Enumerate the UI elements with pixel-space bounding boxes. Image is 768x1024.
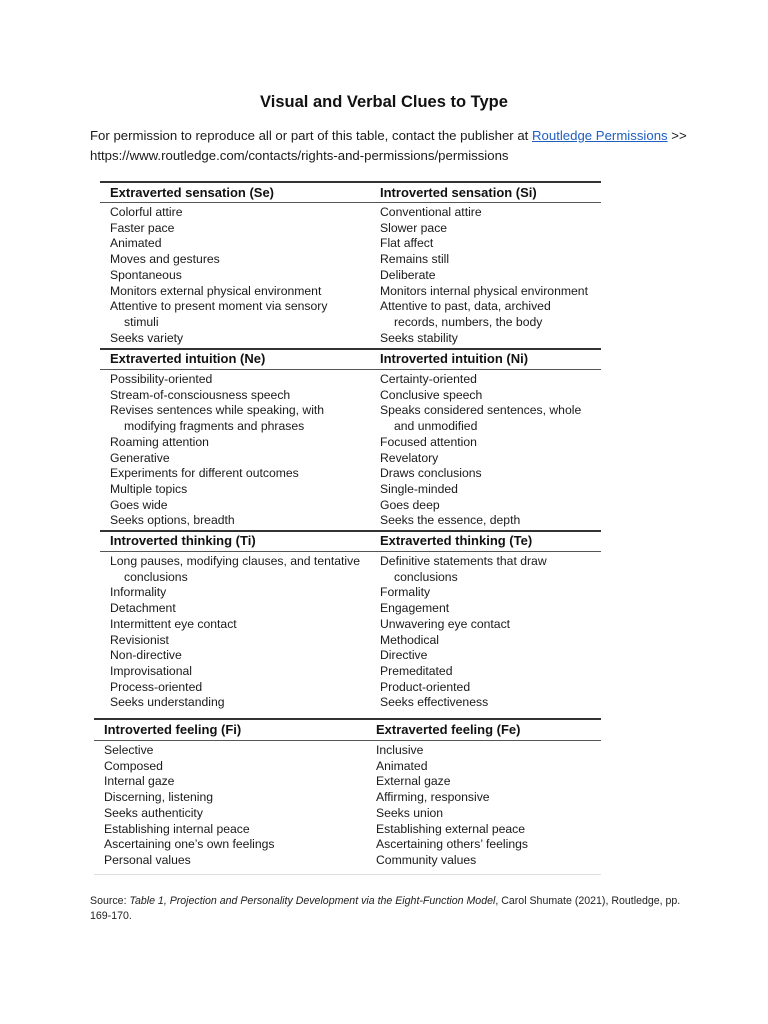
list-item: Revelatory bbox=[380, 450, 439, 465]
list-item: Generative bbox=[110, 450, 170, 465]
list-item: Discerning, listening bbox=[104, 790, 214, 805]
section-rule bbox=[100, 348, 601, 350]
section-heading-fi: Introverted feeling (Fi) bbox=[104, 722, 242, 737]
list-item: stimuli bbox=[124, 314, 159, 329]
list-item: Remains still bbox=[380, 252, 450, 267]
list-item: Establishing external peace bbox=[376, 821, 526, 836]
column-te bbox=[380, 554, 547, 711]
routledge-permissions-link[interactable]: Routledge Permissions bbox=[532, 128, 668, 143]
list-item: Internal gaze bbox=[104, 774, 175, 789]
list-item: Focused attention bbox=[380, 434, 477, 449]
list-item: Monitors external physical environment bbox=[110, 283, 322, 298]
list-item: Roaming attention bbox=[110, 434, 209, 449]
list-item: Inclusive bbox=[376, 743, 424, 757]
list-item: Moves and gestures bbox=[110, 252, 220, 267]
source-citation bbox=[90, 894, 690, 924]
list-item: Goes deep bbox=[380, 497, 440, 512]
column-ne bbox=[110, 372, 324, 529]
section-rule bbox=[94, 718, 601, 720]
section-heading-se: Extraverted sensation (Se) bbox=[110, 185, 275, 200]
list-item: Directive bbox=[380, 648, 428, 663]
list-item: Deliberate bbox=[380, 267, 436, 282]
list-item: Flat affect bbox=[380, 236, 434, 251]
section-rule bbox=[100, 530, 601, 532]
list-item: Definitive statements that draw bbox=[380, 554, 547, 568]
list-item: Affirming, responsive bbox=[376, 790, 490, 805]
page-title: Visual and Verbal Clues to Type bbox=[260, 93, 508, 111]
section-heading-ne: Extraverted intuition (Ne) bbox=[110, 351, 266, 366]
list-item: Premeditated bbox=[380, 663, 453, 678]
list-item: Spontaneous bbox=[110, 267, 182, 282]
column-se bbox=[110, 205, 327, 346]
column-ni bbox=[380, 372, 581, 529]
heading-rule bbox=[100, 551, 601, 552]
heading-rule bbox=[100, 369, 601, 370]
list-item: Monitors internal physical environment bbox=[380, 283, 588, 298]
list-item: Possibility-oriented bbox=[110, 372, 213, 386]
section-heading-ti: Introverted thinking (Ti) bbox=[110, 533, 256, 548]
list-item: Colorful attire bbox=[110, 205, 183, 219]
list-item: Seeks effectiveness bbox=[380, 695, 489, 710]
list-item: Revisionist bbox=[110, 632, 169, 647]
list-item: Ascertaining one’s own feelings bbox=[104, 837, 275, 852]
list-item: Methodical bbox=[380, 632, 439, 647]
list-item: Revises sentences while speaking, with bbox=[110, 403, 325, 418]
list-item: Product-oriented bbox=[380, 679, 471, 694]
list-item: Establishing internal peace bbox=[104, 821, 250, 836]
list-item: Attentive to past, data, archived bbox=[380, 299, 551, 314]
list-item: conclusions bbox=[394, 569, 458, 584]
list-item: Slower pace bbox=[380, 220, 448, 235]
list-item: External gaze bbox=[376, 774, 451, 789]
list-item: records, numbers, the body bbox=[394, 314, 543, 329]
list-item: Single-minded bbox=[380, 481, 458, 496]
list-item: Seeks understanding bbox=[110, 695, 225, 710]
list-item: Draws conclusions bbox=[380, 466, 482, 481]
list-item: Process-oriented bbox=[110, 679, 203, 694]
list-item: Engagement bbox=[380, 601, 450, 616]
list-item: Composed bbox=[104, 758, 163, 773]
list-item: Attentive to present moment via sensory bbox=[110, 299, 328, 314]
column-si bbox=[380, 205, 588, 346]
list-item: Animated bbox=[110, 236, 162, 251]
list-item: Long pauses, modifying clauses, and tentative bbox=[110, 554, 361, 568]
list-item: Faster pace bbox=[110, 220, 175, 235]
list-item: Seeks options, breadth bbox=[110, 513, 235, 528]
list-item: Seeks union bbox=[376, 805, 444, 820]
section-heading-te: Extraverted thinking (Te) bbox=[380, 533, 533, 548]
heading-rule bbox=[94, 740, 601, 741]
table-top-rule bbox=[100, 181, 601, 183]
list-item: Experiments for different outcomes bbox=[110, 466, 299, 481]
column-fe bbox=[376, 743, 528, 869]
list-item: Seeks the essence, depth bbox=[380, 513, 521, 528]
source-label: Source: bbox=[90, 895, 130, 907]
list-item: Intermittent eye contact bbox=[110, 616, 237, 631]
list-item: and unmodified bbox=[394, 419, 478, 434]
list-item: Conclusive speech bbox=[380, 387, 483, 402]
list-item: Informality bbox=[110, 585, 167, 600]
section-heading-fe: Extraverted feeling (Fe) bbox=[376, 722, 521, 737]
list-item: Speaks considered sentences, whole bbox=[380, 403, 582, 418]
source-details: , Carol Shumate (2021), Routledge, pp. 169-170. bbox=[90, 895, 681, 922]
section-heading-ni: Introverted intuition (Ni) bbox=[380, 351, 529, 366]
source-title: Table 1, Projection and Personality Development via the Eight-Function Model bbox=[129, 895, 496, 907]
table-bottom-rule bbox=[94, 874, 601, 875]
list-item: Conventional attire bbox=[380, 205, 482, 219]
column-ti bbox=[110, 554, 360, 711]
list-item: Selective bbox=[104, 743, 154, 757]
list-item: Animated bbox=[376, 758, 428, 773]
list-item: modifying fragments and phrases bbox=[124, 419, 305, 434]
list-item: Improvisational bbox=[110, 663, 192, 678]
permission-text: For permission to reproduce all or part of this table, contact the publisher at bbox=[90, 128, 533, 143]
list-item: Ascertaining others’ feelings bbox=[376, 837, 528, 852]
list-item: Community values bbox=[376, 852, 477, 867]
permission-url-text: >> https://www.routledge.com/contacts/rights-and-permissions/permissions bbox=[90, 128, 687, 163]
list-item: Detachment bbox=[110, 601, 176, 616]
list-item: Seeks variety bbox=[110, 330, 184, 345]
list-item: Formality bbox=[380, 585, 431, 600]
list-item: Non-directive bbox=[110, 648, 182, 663]
list-item: Personal values bbox=[104, 852, 191, 867]
list-item: Multiple topics bbox=[110, 481, 188, 496]
list-item: Unwavering eye contact bbox=[380, 616, 511, 631]
list-item: Certainty-oriented bbox=[380, 372, 477, 386]
column-fi bbox=[104, 743, 275, 869]
section-heading-si: Introverted sensation (Si) bbox=[380, 185, 537, 200]
heading-rule bbox=[100, 202, 601, 203]
list-item: conclusions bbox=[124, 569, 188, 584]
list-item: Seeks stability bbox=[380, 330, 458, 345]
list-item: Stream-of-consciousness speech bbox=[110, 387, 291, 402]
list-item: Goes wide bbox=[110, 497, 168, 512]
list-item: Seeks authenticity bbox=[104, 805, 203, 820]
